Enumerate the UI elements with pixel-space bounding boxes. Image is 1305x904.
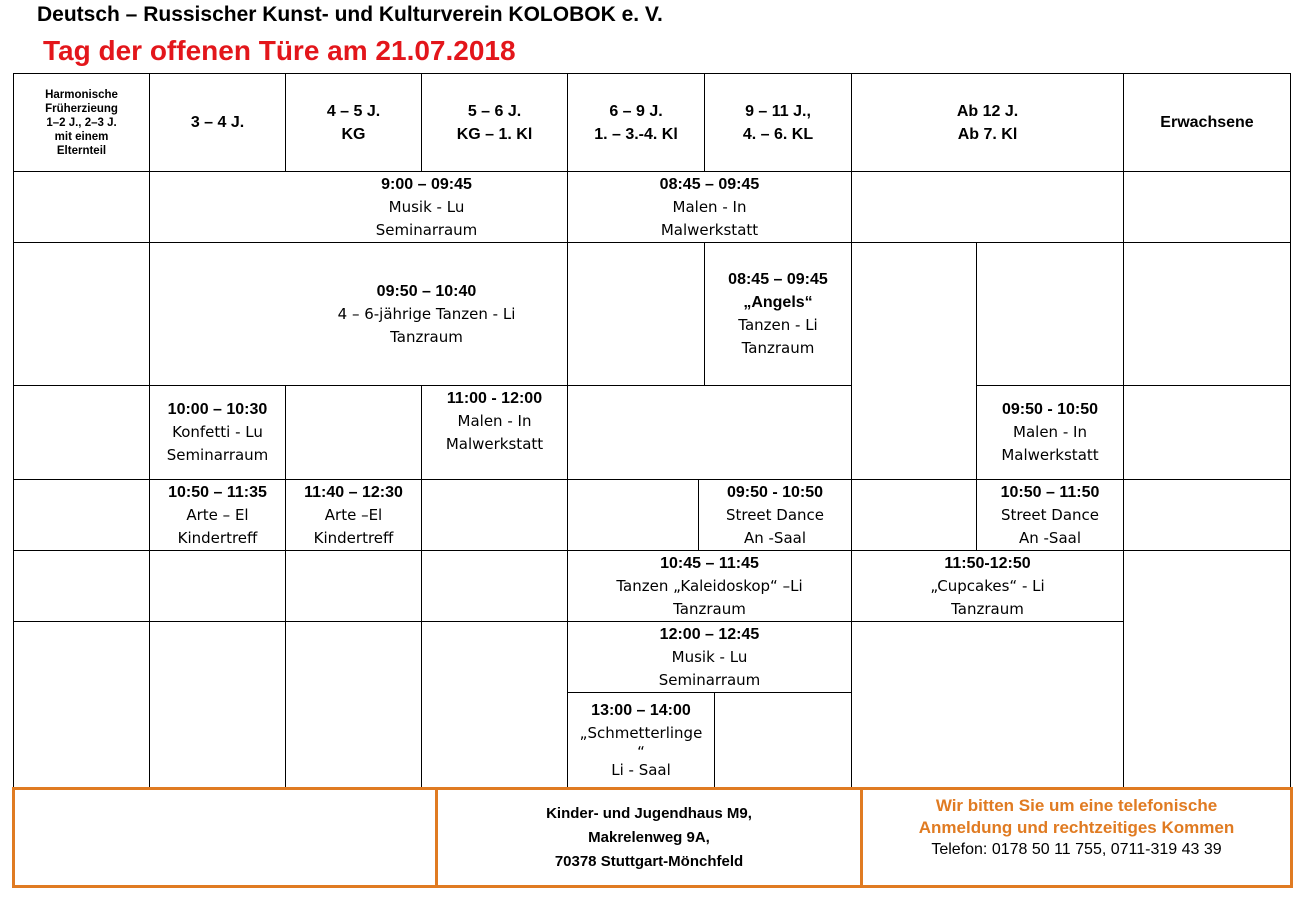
column-header-4-5: 4 – 5 J. KG [326, 102, 381, 143]
event-tanzen-4-6: 09:50 – 10:40 4 – 6-jährige Tanzen - Li Tanzraum [337, 282, 516, 346]
phone-numbers[interactable]: Telefon: 0178 50 11 755, 0711-319 43 39 [931, 841, 1222, 858]
event-schmetterlinge: 13:00 – 14:00 „Schmetterlinge “ Li - Saal [579, 701, 703, 779]
column-header-adults: Erwachsene [1160, 114, 1254, 131]
organization-title: Deutsch – Russischer Kunst- und Kulturverein KOLOBOK e. V. [37, 3, 663, 26]
footer-box-empty [12, 787, 438, 888]
event-konfetti: 10:00 – 10:30 Konfetti - Lu Seminarraum [166, 401, 269, 464]
registration-note: Wir bitten Sie um eine telefonische Anmeldung und rechtzeitiges Kommen Telefon: 0178 50 11 755, 0711-319 43 39 [863, 788, 1290, 868]
event-kaleidoskop: 10:45 – 11:45 Tanzen „Kaleidoskop“ –Li Tanzraum [616, 554, 803, 618]
event-angels: 08:45 – 09:45 „Angels“ Tanzen - Li Tanzraum [728, 271, 828, 357]
event-street-dance-2: 10:50 – 11:50 Street Dance An -Saal [1000, 483, 1100, 547]
column-header-5-6: 5 – 6 J. KG – 1. Kl [456, 102, 533, 143]
column-header-12-plus: Ab 12 J. Ab 7. Kl [956, 102, 1019, 143]
event-malen-midday: 11:00 - 12:00 Malen - In Malwerkstatt [445, 389, 544, 453]
event-cupcakes: 11:50-12:50 „Cupcakes“ - Li Tanzraum [930, 554, 1045, 618]
event-musik-noon: 12:00 – 12:45 Musik - Lu Seminarraum [658, 625, 761, 689]
event-arte-1: 10:50 – 11:35 Arte – El Kindertreff [168, 483, 267, 547]
column-header-3-4: 3 – 4 J. [190, 114, 245, 131]
event-title: Tag der offenen Türe am 21.07.2018 [43, 35, 516, 66]
event-arte-2: 11:40 – 12:30 Arte –El Kindertreff [304, 483, 403, 547]
venue-address: Kinder- und Jugendhaus M9, Makrelenweg 9A, 70378 Stuttgart-Mönchfeld [546, 804, 752, 870]
event-malen-morning: 08:45 – 09:45 Malen - In Malwerkstatt [659, 175, 760, 239]
event-street-dance-1: 09:50 - 10:50 Street Dance An -Saal [725, 483, 825, 547]
column-header-6-9: 6 – 9 J. 1. – 3.-4. Kl [594, 102, 678, 143]
event-malen-teens: 09:50 - 10:50 Malen - In Malwerkstatt [1001, 401, 1099, 464]
column-header-toddlers: Harmonische Früherzieung 1–2 J., 2–3 J. mit einem Elternteil [45, 88, 118, 157]
column-header-9-11: 9 – 11 J., 4. – 6. KL [742, 102, 814, 143]
event-musik-morning: 9:00 – 09:45 Musik - Lu Seminarraum [375, 175, 478, 239]
